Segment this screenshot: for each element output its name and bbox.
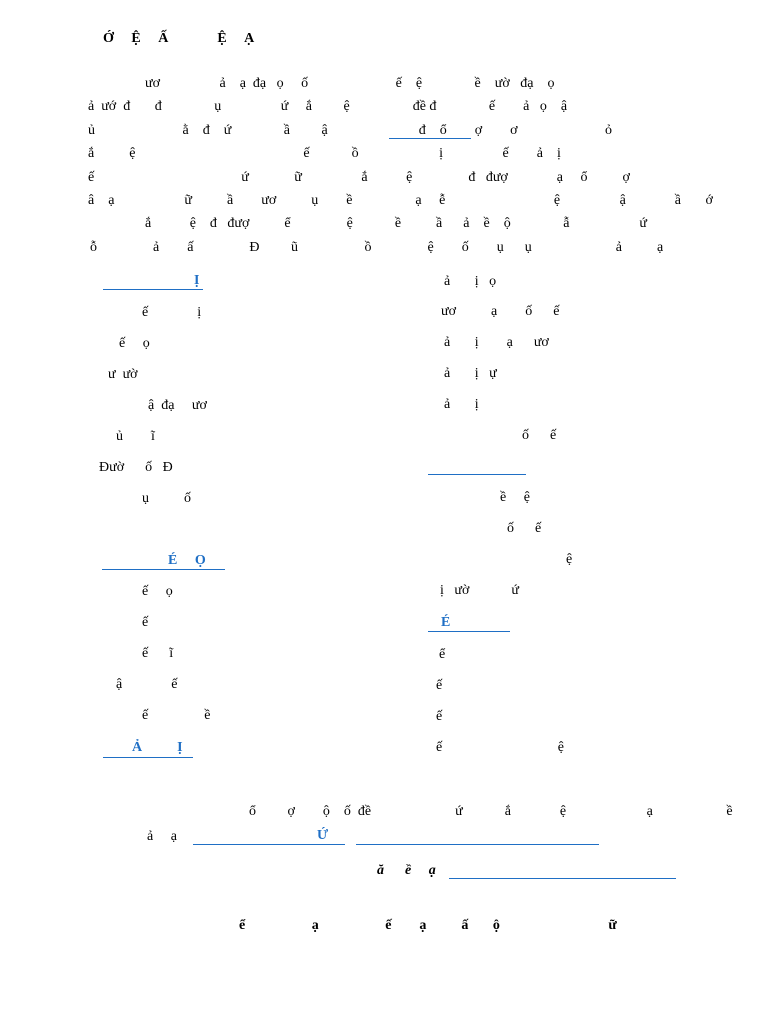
list-item: ế xyxy=(142,615,149,630)
section-heading: Ị xyxy=(194,273,200,288)
section-heading-underline xyxy=(103,757,193,758)
section-heading-underline xyxy=(103,289,203,290)
list-item: ố ế xyxy=(507,521,542,536)
section-blank-underline xyxy=(428,474,526,475)
footer-line: ể ạ ế ạ ấ ộ ữ xyxy=(239,918,617,933)
list-item: ể xyxy=(439,647,446,662)
list-item: ế ĩ xyxy=(142,646,174,661)
list-item: ệ xyxy=(566,552,573,567)
section-heading: É xyxy=(441,615,451,630)
intro-line: â ạ ữ ầ ươ ụ ề ạ ễ ệ ậ ầ ớ xyxy=(88,193,713,208)
list-item: ả ị ạ ươ xyxy=(444,335,549,350)
list-item: ả ị ự xyxy=(444,366,497,381)
footer-blue-label: Ứ xyxy=(317,828,329,843)
list-item: ề ệ xyxy=(500,490,530,505)
intro-line: ắ ệ ế ồ ị ế ả ị xyxy=(88,146,561,161)
list-item: ụ ố xyxy=(142,491,191,506)
list-item: ế ệ xyxy=(436,740,564,755)
list-item: ế xyxy=(436,678,443,693)
section-heading: É Ọ xyxy=(168,553,206,568)
footer-line: ả ạ xyxy=(147,829,177,844)
list-item: ế xyxy=(436,709,443,724)
footer-blank-line xyxy=(193,844,345,845)
list-item: ả ị xyxy=(444,397,479,412)
section-heading-underline xyxy=(428,631,510,632)
intro-line: ươ ả ạ đạ ọ ố ế ệ ề ườ đạ ọ xyxy=(145,76,555,91)
list-item: ế ị xyxy=(142,305,202,320)
list-item: ế ề xyxy=(142,708,211,723)
footer-blank-line xyxy=(356,844,599,845)
list-item: ư ườ xyxy=(108,367,138,382)
list-item: ế ọ xyxy=(142,584,173,599)
intro-line: ắ ệ đ đượ ể ệ ề ầ ả ề ộ ẫ ứ xyxy=(145,216,648,231)
intro-line: ỗ ả ấ Đ ũ ồ ệ ố ụ ụ ả ạ xyxy=(90,240,664,255)
list-item: ậ ế xyxy=(116,677,178,692)
list-item: ả ị ọ xyxy=(444,274,497,289)
section-heading: Ả Ị xyxy=(132,740,183,755)
list-item: ủ ĩ xyxy=(116,429,155,444)
section-heading-underline xyxy=(102,569,225,570)
footer-blank-line xyxy=(449,878,676,879)
list-item: Đườ ố Đ xyxy=(99,460,173,475)
list-item: ế ọ xyxy=(119,336,150,351)
list-item: ươ ạ ố ế xyxy=(441,304,560,319)
footer-line: ổ ợ ộ ố đề ứ ắ ệ ạ ề xyxy=(249,804,733,819)
list-item: ố ế xyxy=(522,428,557,443)
list-item: ậ đạ ươ xyxy=(148,398,207,413)
intro-line: ủ ằ đ ứ ầ ậ đ ổ ợ ơ ỏ xyxy=(88,123,613,138)
intro-line: ế ứ ữ ắ ệ đ đượ ạ ổ ợ xyxy=(88,170,630,185)
list-item: ị ườ ứ xyxy=(440,583,519,598)
footer-italic-label: ă ề ạ xyxy=(377,863,436,878)
page-title: Ớ Ệ Ấ Ệ Ạ xyxy=(103,31,255,46)
intro-line: ả ướ đ đ ụ ứ ắ ệ đề đ ế ả ọ ậ xyxy=(88,99,568,114)
intro-blank-line xyxy=(389,138,471,139)
